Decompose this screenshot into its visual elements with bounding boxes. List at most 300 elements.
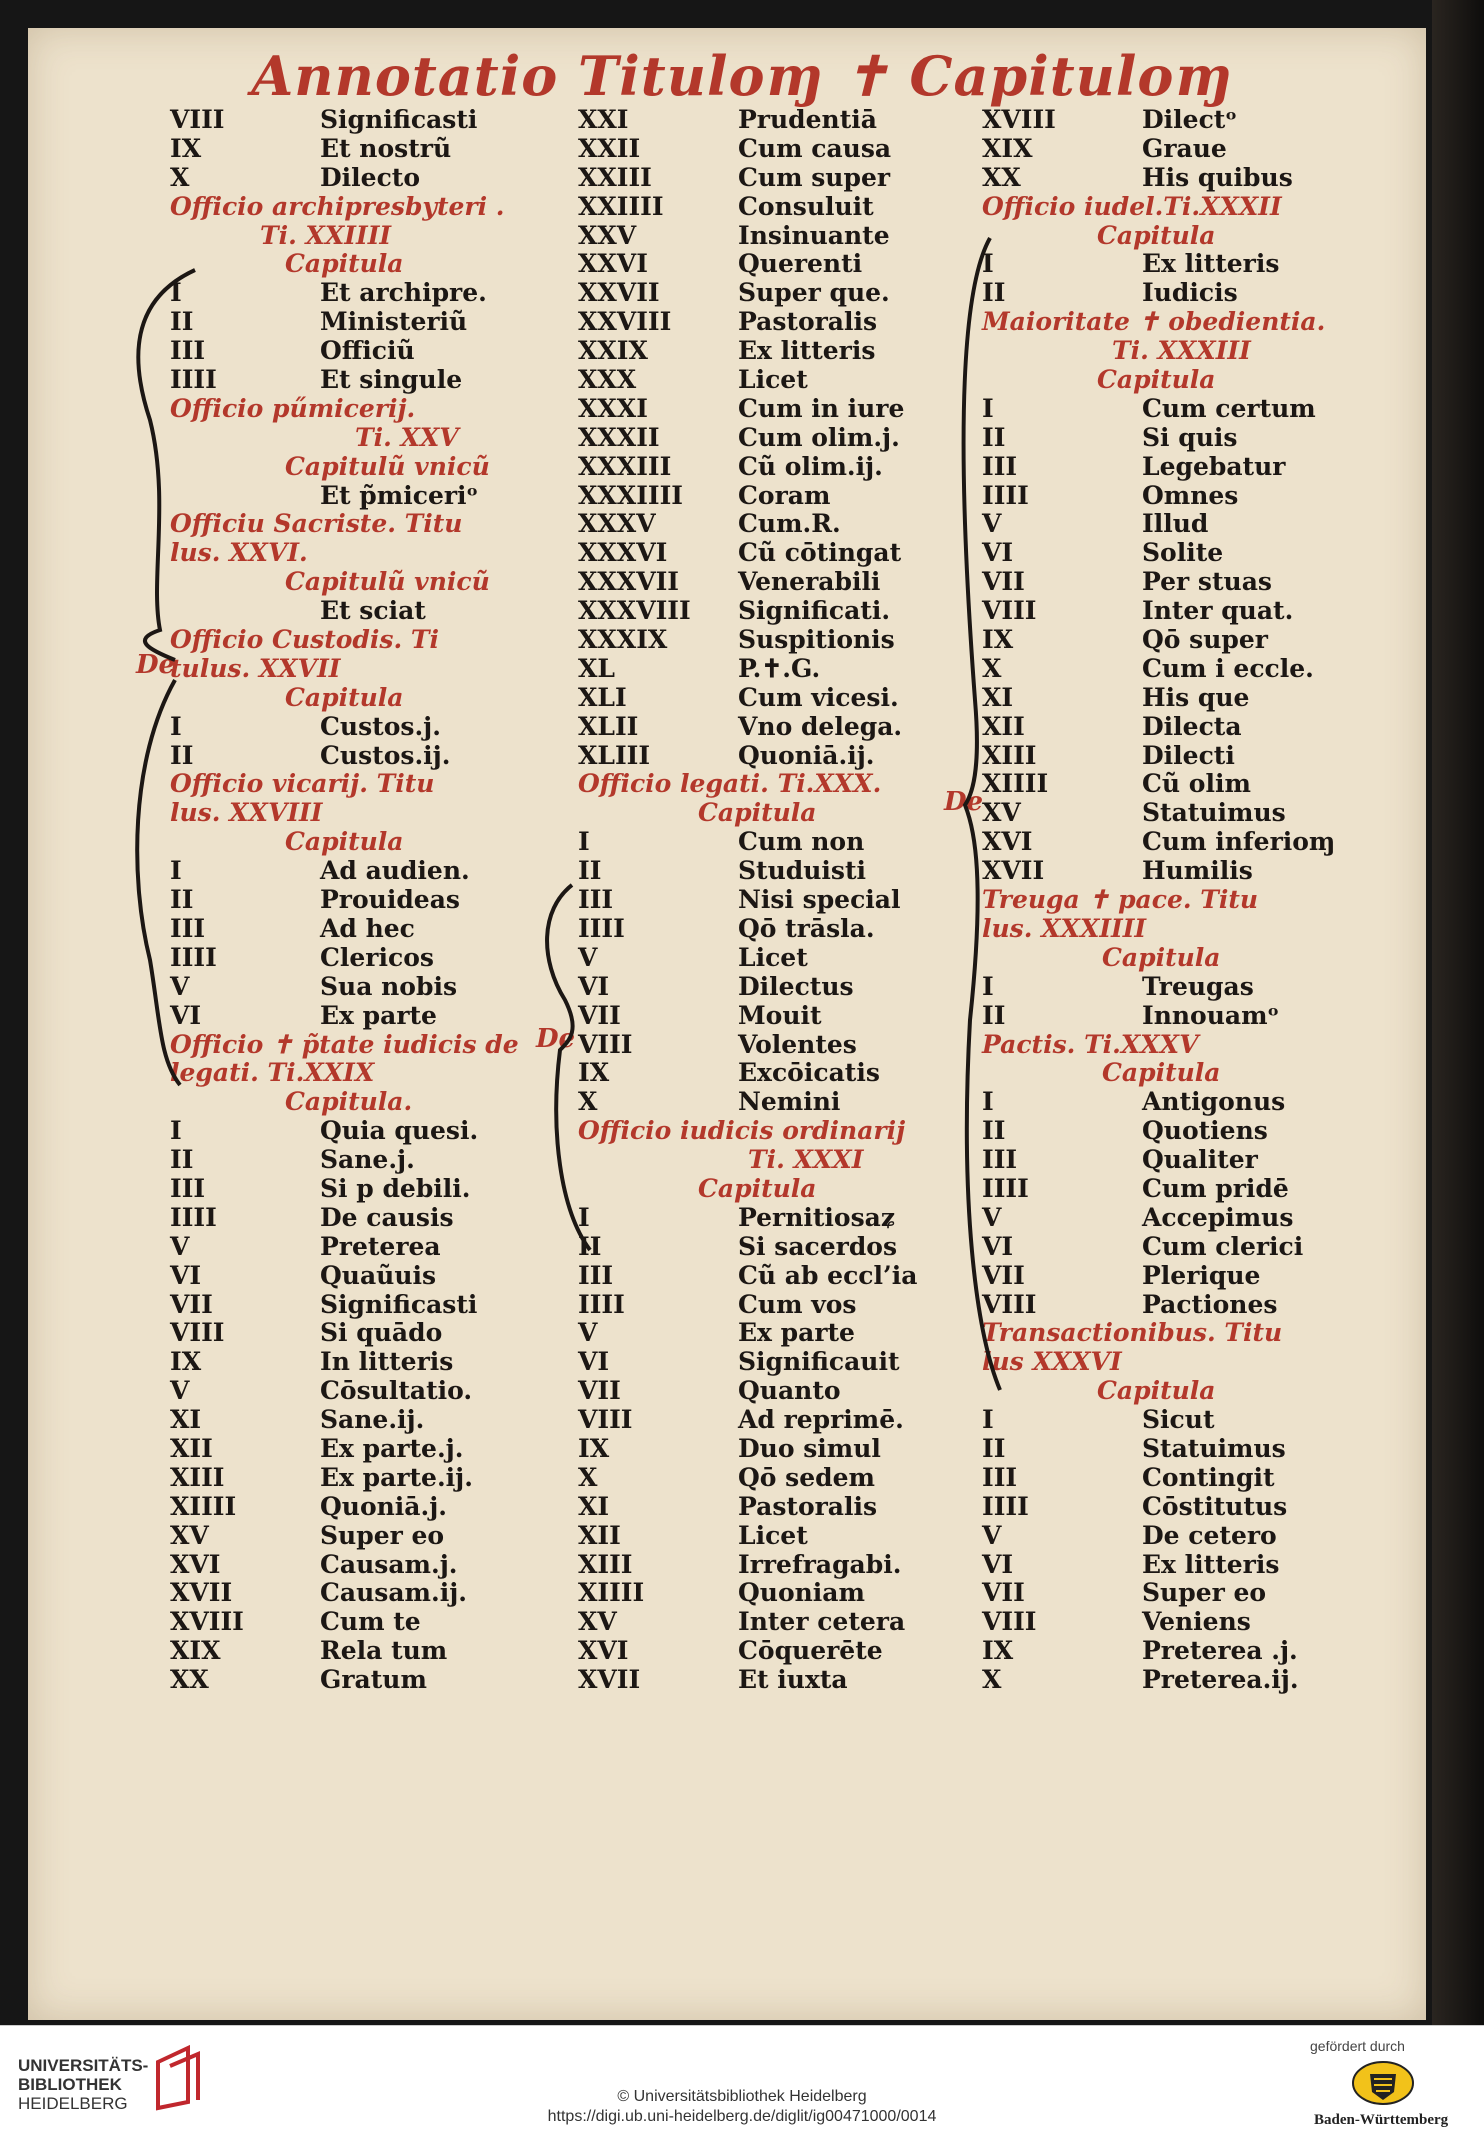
chapter-number: X <box>982 1665 1002 1695</box>
chapter-incipit: Ad hec <box>320 913 415 943</box>
permalink[interactable]: https://digi.ub.uni-heidelberg.de/diglit/ig00471000/0014 <box>547 2108 937 2125</box>
chapter-incipit: Nemini <box>738 1087 841 1117</box>
chapter-number: XIII <box>170 1462 225 1492</box>
chapter-number: XV <box>982 798 1021 828</box>
chapter-incipit: Volentes <box>738 1029 857 1059</box>
heading-text: Capitula <box>1097 220 1216 250</box>
chapter-number: I <box>982 1405 994 1435</box>
chapter-incipit: Cōquerēte <box>738 1636 883 1666</box>
de-mark: De <box>136 650 176 680</box>
heading-text: lus XXXVI <box>982 1347 1122 1377</box>
chapter-incipit: Contingit <box>1142 1462 1275 1492</box>
chapter-incipit: Ad audien. <box>320 856 470 886</box>
chapter-incipit: Significauit <box>738 1347 900 1377</box>
chapter-incipit: Cum non <box>738 827 865 857</box>
chapter-number: XXXV <box>578 509 656 539</box>
chapter-number: XXI <box>578 105 629 134</box>
heading-text: Officio vicarij. Titu <box>170 769 435 799</box>
chapter-number: IIII <box>170 1202 217 1232</box>
logo-line: UNIVERSITÄTS- <box>18 2056 149 2075</box>
chapter-number: V <box>170 1376 190 1406</box>
chapter-incipit: Mouit <box>738 1000 822 1030</box>
heading-text: Capitula <box>1097 365 1216 395</box>
heading-text: Ti. XXV <box>355 422 459 452</box>
chapter-number: XXXVII <box>578 567 679 597</box>
chapter-incipit: Suspitionis <box>738 625 895 655</box>
chapter-incipit: Ex parte <box>738 1318 855 1348</box>
chapter-incipit: Consuluit <box>738 191 874 221</box>
chapter-number: XLIII <box>578 740 651 770</box>
chapter-number: II <box>982 1433 1006 1463</box>
chapter-number: V <box>982 1202 1002 1232</box>
chapter-number: V <box>982 1520 1002 1550</box>
heading-text: Officio ✝ p̃tate iudicis de <box>170 1029 519 1059</box>
chapter-incipit: Ex parte.j. <box>320 1433 464 1463</box>
chapter-number: IX <box>982 625 1014 655</box>
chapter-number: XVIII <box>170 1607 244 1637</box>
chapter-number: II <box>982 278 1006 308</box>
chapter-incipit: Licet <box>738 365 808 395</box>
heading-text: Ti. XXIIII <box>260 220 392 250</box>
heading-text: Capitula <box>698 1173 817 1203</box>
chapter-number: X <box>982 653 1002 683</box>
chapter-number: III <box>982 1462 1018 1492</box>
chapter-number: II <box>982 1116 1006 1146</box>
chapter-number: IIII <box>578 1289 625 1319</box>
chapter-incipit: Cum te <box>320 1607 421 1637</box>
chapter-incipit: Omnes <box>1142 480 1239 510</box>
chapter-number: XIII <box>982 740 1037 770</box>
chapter-incipit: Causam.j. <box>320 1549 458 1579</box>
chapter-number: XXVI <box>578 249 648 279</box>
chapter-incipit: Cum pridē <box>1142 1173 1289 1203</box>
chapter-number: XIIII <box>170 1491 237 1521</box>
chapter-incipit: Venerabili <box>738 567 881 597</box>
chapter-number: XLII <box>578 711 639 741</box>
chapter-number: XXX <box>578 365 637 395</box>
chapter-number: VI <box>982 1231 1014 1261</box>
chapter-number: I <box>982 1087 994 1117</box>
chapter-number: I <box>982 393 994 423</box>
chapter-incipit: De cetero <box>1142 1520 1277 1550</box>
chapter-number: XVI <box>982 827 1033 857</box>
heading-text: lus. XXVI. <box>170 538 308 568</box>
chapter-number: III <box>982 1145 1018 1175</box>
chapter-incipit: Cum olim.j. <box>738 422 900 452</box>
chapter-incipit: Iudicis <box>1142 278 1238 308</box>
heading-text: Officio pűmicerij. <box>170 393 416 423</box>
chapter-incipit: Legebatur <box>1142 451 1286 481</box>
chapter-incipit: Ex parte.ij. <box>320 1462 473 1492</box>
chapter-number: VIII <box>982 1607 1037 1637</box>
chapter-number: XII <box>578 1520 621 1550</box>
heading-text: Ti. XXXI <box>748 1145 864 1175</box>
chapter-incipit: Causam.ij. <box>320 1578 467 1608</box>
chapter-number: VII <box>982 567 1025 597</box>
heading-text: Capitula <box>1097 1376 1216 1406</box>
heading-text: Capitula <box>698 798 817 828</box>
chapter-incipit: Ministeriũ <box>320 307 468 337</box>
chapter-incipit: Studuisti <box>738 856 867 886</box>
chapter-number: V <box>982 509 1002 539</box>
chapter-number: XXXII <box>578 422 660 452</box>
chapter-incipit: Illud <box>1142 509 1209 539</box>
chapter-number: XI <box>982 682 1014 712</box>
chapter-number: III <box>170 913 206 943</box>
chapter-number: VIII <box>982 1289 1037 1319</box>
chapter-incipit: Clericos <box>320 942 434 972</box>
chapter-incipit: Dilecti <box>1142 740 1235 770</box>
chapter-incipit: Quanto <box>738 1376 841 1406</box>
page-title: Annotatio Tituloɱ ✝ Capituloɱ <box>251 44 1233 108</box>
funded-by-label: gefördert durch <box>1310 2038 1405 2054</box>
chapter-incipit: Et p̃miceriᵒ <box>320 480 479 510</box>
chapter-number: X <box>578 1087 598 1117</box>
heading-text: Capitula <box>285 249 404 279</box>
chapter-incipit: Cōsultatio. <box>320 1376 473 1406</box>
heading-text: Capitulũ vnicũ <box>285 451 490 481</box>
chapter-incipit: Custos.j. <box>320 711 441 741</box>
chapter-incipit: Rela tum <box>320 1636 448 1666</box>
chapter-incipit: Pernitiosaʑ <box>738 1202 896 1232</box>
chapter-incipit: Preterea .j. <box>1142 1636 1298 1666</box>
logo-line: BIBLIOTHEK <box>18 2075 122 2094</box>
chapter-number: XXXVI <box>578 538 668 568</box>
chapter-number: XV <box>578 1607 617 1637</box>
chapter-number: IIII <box>170 365 217 395</box>
chapter-incipit: Quoniā.ij. <box>738 740 875 770</box>
chapter-number: IX <box>982 1636 1014 1666</box>
chapter-incipit: Coram <box>738 480 831 510</box>
heading-text: lus. XXVIII <box>170 798 323 828</box>
chapter-number: VI <box>982 1549 1014 1579</box>
heading-text: Officiu Sacriste. Titu <box>170 509 463 539</box>
chapter-number: VII <box>170 1289 213 1319</box>
chapter-number: I <box>982 249 994 279</box>
chapter-number: IX <box>578 1433 610 1463</box>
heading-text: Capitula <box>285 827 404 857</box>
chapter-incipit: Ex litteris <box>738 336 876 366</box>
chapter-incipit: Cum certum <box>1142 393 1316 423</box>
chapter-number: VII <box>578 1000 621 1030</box>
page-edge <box>1432 0 1484 2025</box>
chapter-incipit: Humilis <box>1142 856 1253 886</box>
chapter-incipit: Accepimus <box>1142 1202 1294 1232</box>
chapter-incipit: Quia quesi. <box>320 1116 479 1146</box>
chapter-number: XXXI <box>578 393 648 423</box>
chapter-number: I <box>170 1116 182 1146</box>
chapter-incipit: P.✝.G. <box>738 653 821 683</box>
heading-text: legati. Ti.XXIX <box>170 1058 375 1088</box>
chapter-incipit: Et sciat <box>320 596 426 626</box>
chapter-number: IIII <box>170 942 217 972</box>
chapter-number: II <box>578 856 602 886</box>
chapter-incipit: Inter cetera <box>738 1607 906 1637</box>
chapter-number: XI <box>170 1405 202 1435</box>
chapter-incipit: Pastoralis <box>738 1491 878 1521</box>
chapter-number: XVI <box>170 1549 221 1579</box>
heading-text: tulus. XXVII <box>170 653 341 683</box>
chapter-number: XXXVIII <box>578 596 691 626</box>
chapter-incipit: In litteris <box>320 1347 454 1377</box>
chapter-incipit: Custos.ij. <box>320 740 451 770</box>
chapter-incipit: Insinuante <box>738 220 890 250</box>
chapter-incipit: Plerique <box>1142 1260 1261 1290</box>
chapter-incipit: Pactiones <box>1142 1289 1278 1319</box>
heading-text: Treuga ✝ pace. Titu <box>982 885 1259 915</box>
heading-text: Officio archipresbyteri . <box>170 191 505 221</box>
chapter-incipit: Graue <box>1142 133 1227 163</box>
chapter-number: XLI <box>578 682 627 712</box>
de-mark: De <box>944 787 984 817</box>
chapter-number: II <box>170 1145 194 1175</box>
chapter-number: I <box>982 971 994 1001</box>
chapter-number: VI <box>578 971 610 1001</box>
chapter-number: II <box>982 422 1006 452</box>
chapter-incipit: His que <box>1142 682 1250 712</box>
chapter-number: IIII <box>982 1491 1029 1521</box>
chapter-incipit: Innouamᵒ <box>1142 1000 1280 1030</box>
chapter-number: XXIX <box>578 336 648 366</box>
chapter-incipit: Cum inferioɱ <box>1142 827 1336 857</box>
chapter-incipit: Cōstitutus <box>1142 1491 1288 1521</box>
chapter-number: V <box>578 942 598 972</box>
heading-text: Capitula <box>1102 1058 1221 1088</box>
chapter-number: III <box>170 336 206 366</box>
chapter-number: IX <box>170 1347 202 1377</box>
chapter-incipit: Dilecta <box>1142 711 1242 741</box>
chapter-incipit: Officiũ <box>320 336 415 366</box>
chapter-incipit: Licet <box>738 942 808 972</box>
chapter-incipit: Cũ olim.ij. <box>738 451 883 481</box>
chapter-number: I <box>170 278 182 308</box>
chapter-number: VIII <box>578 1029 633 1059</box>
chapter-incipit: Treugas <box>1142 971 1254 1001</box>
copyright-text: © Universitätsbibliothek Heidelberg <box>617 2088 867 2105</box>
chapter-incipit: Qō trāsla. <box>738 913 875 943</box>
chapter-incipit: Cum super <box>738 162 891 192</box>
chapter-incipit: Irrefragabi. <box>738 1549 902 1579</box>
chapter-number: X <box>578 1462 598 1492</box>
chapter-number: XVIII <box>982 105 1056 134</box>
chapter-incipit: Cum causa <box>738 133 892 163</box>
chapter-number: I <box>578 827 590 857</box>
chapter-number: XXVIII <box>578 307 672 337</box>
chapter-incipit: Ex litteris <box>1142 1549 1280 1579</box>
chapter-incipit: Qualiter <box>1142 1145 1258 1175</box>
heading-text: Capitula <box>285 682 404 712</box>
chapter-incipit: Antigonus <box>1142 1087 1286 1117</box>
sponsor-name: Baden-Württemberg <box>1314 2112 1449 2128</box>
chapter-number: XIX <box>982 133 1033 163</box>
de-mark: De <box>536 1024 576 1054</box>
chapter-number: IIII <box>982 480 1029 510</box>
chapter-number: XV <box>170 1520 209 1550</box>
heading-text: Capitula <box>1102 942 1221 972</box>
chapter-incipit: Duo simul <box>738 1433 881 1463</box>
chapter-number: XIX <box>170 1636 221 1666</box>
chapter-number: III <box>170 1173 206 1203</box>
chapter-incipit: Querenti <box>738 249 863 279</box>
chapter-number: XX <box>170 1665 209 1695</box>
chapter-number: VII <box>982 1260 1025 1290</box>
chapter-number: XVI <box>578 1636 629 1666</box>
chapter-incipit: Prudentiā <box>738 105 877 134</box>
chapter-number: II <box>170 885 194 915</box>
chapter-incipit: Statuimus <box>1142 798 1286 828</box>
chapter-number: XXXIX <box>578 625 668 655</box>
chapter-incipit: Quoniā.j. <box>320 1491 447 1521</box>
chapter-number: XXXIII <box>578 451 672 481</box>
heading-text: Capitulũ vnicũ <box>285 567 490 597</box>
chapter-incipit: Cum.R. <box>738 509 841 539</box>
viewer-footer <box>0 2025 1484 2131</box>
chapter-incipit: Dilectᵒ <box>1142 105 1238 134</box>
chapter-incipit: Licet <box>738 1520 808 1550</box>
chapter-number: VI <box>982 538 1014 568</box>
chapter-incipit: Et singule <box>320 365 463 395</box>
chapter-incipit: Ex litteris <box>1142 249 1280 279</box>
chapter-incipit: Excōicatis <box>738 1058 880 1088</box>
chapter-number: XIII <box>578 1549 633 1579</box>
chapter-number: IIII <box>982 1173 1029 1203</box>
heading-text: Pactis. Ti.XXXV <box>982 1029 1199 1059</box>
heading-text: Transactionibus. Titu <box>982 1318 1283 1348</box>
heading-text: Officio iudel.Ti.XXXII <box>982 191 1282 221</box>
chapter-number: XVII <box>170 1578 233 1608</box>
chapter-incipit: Veniens <box>1142 1607 1251 1637</box>
chapter-number: XVII <box>578 1665 641 1695</box>
chapter-number: VIII <box>982 596 1037 626</box>
chapter-incipit: Et archipre. <box>320 278 487 308</box>
chapter-number: XXVII <box>578 278 660 308</box>
chapter-number: XXIII <box>578 162 652 192</box>
chapter-incipit: Cum in iure <box>738 393 905 423</box>
heading-text: Officio iudicis ordinarij <box>578 1116 906 1146</box>
chapter-number: XX <box>982 162 1021 192</box>
chapter-incipit: His quibus <box>1142 162 1293 192</box>
chapter-incipit: Quoniam <box>738 1578 865 1608</box>
chapter-number: XXXIIII <box>578 480 683 510</box>
chapter-number: VI <box>578 1347 610 1377</box>
chapter-incipit: Qō super <box>1142 625 1268 655</box>
chapter-number: XL <box>578 653 615 683</box>
chapter-number: VIII <box>170 105 225 134</box>
chapter-number: VIII <box>170 1318 225 1348</box>
chapter-incipit: Si quis <box>1142 422 1238 452</box>
chapter-incipit: Super eo <box>320 1520 445 1550</box>
chapter-number: II <box>982 1000 1006 1030</box>
chapter-number: V <box>578 1318 598 1348</box>
chapter-incipit: Gratum <box>320 1665 427 1695</box>
chapter-incipit: Ex parte <box>320 1000 437 1030</box>
chapter-incipit: Super que. <box>738 278 890 308</box>
chapter-incipit: Significasti <box>320 105 478 134</box>
chapter-number: I <box>578 1202 590 1232</box>
chapter-number: X <box>170 162 190 192</box>
chapter-incipit: De causis <box>320 1202 454 1232</box>
chapter-incipit: Cũ cōtingat <box>738 538 902 568</box>
chapter-number: XIIII <box>578 1578 645 1608</box>
chapter-number: III <box>982 451 1018 481</box>
chapter-incipit: Quotiens <box>1142 1116 1268 1146</box>
chapter-incipit: Inter quat. <box>1142 596 1294 626</box>
chapter-number: VII <box>982 1578 1025 1608</box>
chapter-incipit: Nisi special <box>738 885 901 915</box>
chapter-number: XIIII <box>982 769 1049 799</box>
chapter-incipit: Sane.j. <box>320 1145 415 1175</box>
heading-text: lus. XXXIIII <box>982 913 1147 943</box>
chapter-incipit: Et nostrũ <box>320 133 452 163</box>
chapter-incipit: Cum clerici <box>1142 1231 1304 1261</box>
chapter-number: VIII <box>578 1405 633 1435</box>
chapter-incipit: Preterea.ij. <box>1142 1665 1299 1695</box>
chapter-incipit: Preterea <box>320 1231 441 1261</box>
chapter-incipit: Prouideas <box>320 885 460 915</box>
chapter-incipit: Quaũuis <box>320 1260 437 1290</box>
chapter-number: XXV <box>578 220 637 250</box>
chapter-incipit: Cũ olim <box>1142 769 1251 799</box>
chapter-incipit: Sua nobis <box>320 971 458 1001</box>
chapter-number: III <box>578 1260 614 1290</box>
chapter-incipit: Qō sedem <box>738 1462 875 1492</box>
coat-of-arms-icon <box>1350 2060 1416 2106</box>
chapter-incipit: Cum vos <box>738 1289 857 1319</box>
chapter-number: XXII <box>578 133 641 163</box>
chapter-number: XVII <box>982 856 1045 886</box>
chapter-incipit: Cum i eccle. <box>1142 653 1314 683</box>
heading-text: Ti. XXXIII <box>1112 336 1251 366</box>
chapter-incipit: Cum vicesi. <box>738 682 899 712</box>
chapter-incipit: Si quādo <box>320 1318 443 1348</box>
chapter-incipit: Sicut <box>1142 1405 1215 1435</box>
chapter-number: XI <box>578 1491 610 1521</box>
chapter-number: III <box>578 885 614 915</box>
chapter-incipit: Pastoralis <box>738 307 878 337</box>
chapter-number: I <box>170 711 182 741</box>
chapter-number: IX <box>578 1058 610 1088</box>
heading-text: Officio legati. Ti.XXX. <box>578 769 882 799</box>
logo-line: HEIDELBERG <box>18 2094 128 2113</box>
chapter-number: I <box>170 856 182 886</box>
chapter-incipit: Si p debili. <box>320 1173 471 1203</box>
chapter-number: II <box>170 307 194 337</box>
chapter-incipit: Super eo <box>1142 1578 1267 1608</box>
chapter-number: VII <box>578 1376 621 1406</box>
chapter-number: II <box>578 1231 602 1261</box>
chapter-incipit: Dilectus <box>738 971 854 1001</box>
heading-text: Capitula. <box>285 1087 413 1117</box>
chapter-number: II <box>170 740 194 770</box>
heading-text: Officio Custodis. Ti <box>170 625 439 655</box>
chapter-number: VI <box>170 1260 202 1290</box>
chapter-incipit: Solite <box>1142 538 1224 568</box>
chapter-incipit: Per stuas <box>1142 567 1272 597</box>
chapter-incipit: Dilecto <box>320 162 421 192</box>
chapter-number: VI <box>170 1000 202 1030</box>
chapter-number: XXIIII <box>578 191 664 221</box>
chapter-incipit: Significati. <box>738 596 891 626</box>
chapter-incipit: Et iuxta <box>738 1665 848 1695</box>
chapter-number: V <box>170 971 190 1001</box>
chapter-incipit: Si sacerdos <box>738 1231 898 1261</box>
heading-text: Maioritate ✝ obedientia. <box>982 307 1326 337</box>
chapter-incipit: Cũ ab eccl’ia <box>738 1260 918 1290</box>
chapter-incipit: Ad reprimē. <box>738 1405 904 1435</box>
chapter-incipit: Sane.ij. <box>320 1405 425 1435</box>
chapter-number: XII <box>170 1433 213 1463</box>
chapter-number: V <box>170 1231 190 1261</box>
